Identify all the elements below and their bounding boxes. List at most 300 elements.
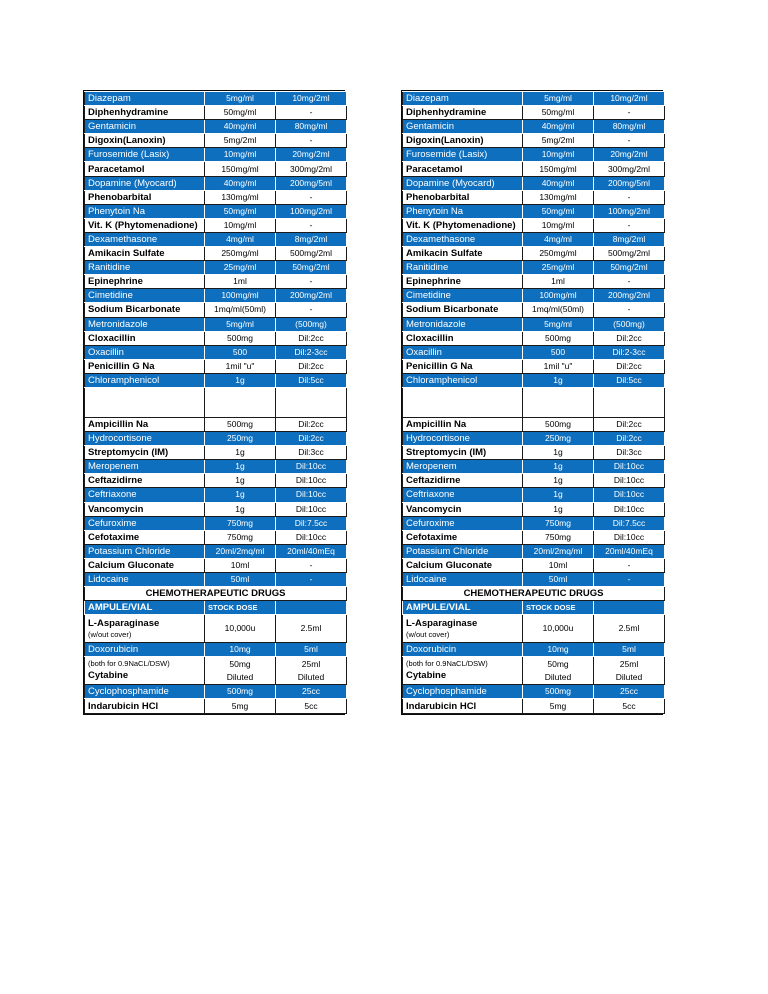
table-row: [403, 218, 665, 232]
stock-dose: 10mg/ml: [205, 148, 276, 162]
drug-name: L-Asparaginase (w/out cover): [85, 615, 205, 643]
stock-dose: 50mg/ml: [523, 106, 594, 120]
table-row: [403, 502, 665, 516]
dilution: -: [276, 275, 347, 289]
drug-table-right: [401, 90, 663, 715]
table-row: [85, 530, 347, 544]
stock-dose: 250mg/ml: [523, 247, 594, 261]
stock-dose: 20ml/2mq/ml: [523, 544, 594, 558]
chemo-column-header-row: [403, 601, 665, 615]
table-row: [85, 544, 347, 558]
drug-rows-bottom: [85, 417, 347, 586]
table-row: [85, 657, 347, 685]
table-row: [85, 106, 347, 120]
table-row: [85, 359, 347, 373]
dilution: Dil:2-3cc: [594, 345, 665, 359]
col-ampule-vial: AMPULE/VIAL: [403, 601, 523, 615]
drug-name: Lidocaine: [85, 573, 205, 587]
dilution: Dil:10cc: [594, 488, 665, 502]
drug-name: Cimetidine: [403, 289, 523, 303]
table-row: [85, 148, 347, 162]
drug-name: Metronidazole: [403, 317, 523, 331]
drug-name: Cefuroxime: [403, 516, 523, 530]
drug-name: Chloramphenicol: [403, 373, 523, 387]
table-row: [403, 176, 665, 190]
table-row: [85, 317, 347, 331]
dilution: -: [276, 558, 347, 572]
dilution: -: [276, 190, 347, 204]
dilution: 500mg/2ml: [276, 247, 347, 261]
blank-row: [85, 387, 347, 417]
table-row: [403, 699, 665, 713]
table-row: [85, 218, 347, 232]
table-row: [403, 488, 665, 502]
drug-name: Oxacillin: [403, 345, 523, 359]
table-row: [403, 232, 665, 246]
drug-name: Meropenem: [403, 460, 523, 474]
dilution: 200mg/5ml: [594, 176, 665, 190]
stock-dose: 1g: [205, 446, 276, 460]
stock-dose: 20ml/2mq/ml: [205, 544, 276, 558]
dilution: 8mg/2ml: [594, 232, 665, 246]
dilution: Dil:10cc: [276, 530, 347, 544]
stock-dose: 500mg: [523, 417, 594, 431]
stock-dose: 500: [523, 345, 594, 359]
dilution: 50mg/2ml: [276, 261, 347, 275]
stock-dose: 1g: [523, 474, 594, 488]
stock-dose: 1g: [205, 488, 276, 502]
table-row: [85, 275, 347, 289]
table-row: [403, 261, 665, 275]
stock-dose: 750mg: [523, 516, 594, 530]
table-row: [85, 615, 347, 643]
dilution: Dil:3cc: [276, 446, 347, 460]
drug-name: Amikacin Sulfate: [85, 247, 205, 261]
table-row: [85, 373, 347, 387]
table-row: [85, 345, 347, 359]
stock-dose: 5mg/ml: [523, 92, 594, 106]
drug-name: Dexamethasone: [403, 232, 523, 246]
dilution: 20ml/40mEq: [594, 544, 665, 558]
table-row: [403, 516, 665, 530]
stock-dose: 1mq/ml(50ml): [205, 303, 276, 317]
stock-dose: 1g: [205, 474, 276, 488]
stock-dose: 1mil "u": [523, 359, 594, 373]
stock-dose: 500mg: [205, 417, 276, 431]
stock-dose: 130mg/ml: [205, 190, 276, 204]
dilution: 500mg/2ml: [594, 247, 665, 261]
table-row: [403, 530, 665, 544]
stock-dose: 10mg: [523, 643, 594, 657]
stock-dose: 10mg: [205, 643, 276, 657]
dilution: -: [276, 106, 347, 120]
table-row: [85, 460, 347, 474]
table-row: [403, 615, 665, 643]
drug-name: Amikacin Sulfate: [403, 247, 523, 261]
drug-name: Streptomycin (IM): [85, 446, 205, 460]
table-row: [85, 162, 347, 176]
drug-name: Streptomycin (IM): [403, 446, 523, 460]
dilution: (500mg): [594, 317, 665, 331]
table-row: [85, 516, 347, 530]
dilution: 10mg/2ml: [276, 92, 347, 106]
stock-dose: 500mg: [205, 685, 276, 699]
dilution: 80mg/ml: [276, 120, 347, 134]
drug-name: Diphenhydramine: [85, 106, 205, 120]
dilution: 8mg/2ml: [276, 232, 347, 246]
chemo-heading: CHEMOTHERAPEUTIC DRUGS: [85, 587, 347, 601]
drug-name: Furosemide (Lasix): [85, 148, 205, 162]
drug-name: Sodium Bicarbonate: [403, 303, 523, 317]
drug-name: Paracetamol: [403, 162, 523, 176]
dilution: Dil:2cc: [594, 359, 665, 373]
dilution: Dil:7.5cc: [276, 516, 347, 530]
table-row: [403, 432, 665, 446]
drug-name: Digoxin(Lanoxin): [403, 134, 523, 148]
drug-name: (both for 0.9NaCL/DSW) Cytabine: [85, 657, 205, 685]
table-row: [403, 417, 665, 431]
dilution: 200mg/2ml: [594, 289, 665, 303]
stock-dose: 1g: [205, 373, 276, 387]
stock-dose: 1ml: [523, 275, 594, 289]
table-row: [85, 643, 347, 657]
dilution: 100mg/2ml: [276, 204, 347, 218]
drug-dose-table: [402, 91, 665, 714]
dilution: -: [594, 106, 665, 120]
stock-dose: 1g: [523, 373, 594, 387]
drug-name: Vancomycin: [403, 502, 523, 516]
dilution: Dil:2cc: [276, 331, 347, 345]
dilution: 100mg/2ml: [594, 204, 665, 218]
drug-name: Hydrocortisone: [403, 432, 523, 446]
drug-name: Diphenhydramine: [403, 106, 523, 120]
stock-dose: 100mg/ml: [205, 289, 276, 303]
table-row: [85, 289, 347, 303]
stock-dose: 4mg/ml: [205, 232, 276, 246]
dilution: Dil:2cc: [594, 331, 665, 345]
table-row: [403, 289, 665, 303]
drug-name: Epinephrine: [85, 275, 205, 289]
stock-dose: 50mg Diluted: [205, 657, 276, 685]
drug-name: Penicillin G Na: [85, 359, 205, 373]
table-row: [403, 106, 665, 120]
dilution: -: [276, 573, 347, 587]
chemo-section: [85, 587, 347, 713]
table-row: [85, 247, 347, 261]
col-stock-dose: STOCK DOSE: [205, 601, 276, 615]
table-row: [403, 275, 665, 289]
table-row: [403, 474, 665, 488]
table-row: [85, 176, 347, 190]
drug-table-left: [83, 90, 345, 715]
table-row: [403, 345, 665, 359]
table-row: [85, 204, 347, 218]
stock-dose: 50ml: [523, 573, 594, 587]
dilution: Dil:5cc: [276, 373, 347, 387]
drug-name: Oxacillin: [85, 345, 205, 359]
drug-name: Lidocaine: [403, 573, 523, 587]
dilution: -: [276, 134, 347, 148]
drug-rows-gap: [85, 387, 347, 417]
drug-name: Vit. K (Phytomenadione): [85, 218, 205, 232]
table-row: [403, 685, 665, 699]
stock-dose: 150mg/ml: [205, 162, 276, 176]
drug-name: Hydrocortisone: [85, 432, 205, 446]
dilution: Dil:10cc: [276, 474, 347, 488]
dilution: Dil:2cc: [594, 432, 665, 446]
table-row: [85, 261, 347, 275]
stock-dose: 25mg/ml: [523, 261, 594, 275]
drug-rows-bottom: [403, 417, 665, 586]
drug-name: Calcium Gluconate: [403, 558, 523, 572]
drug-name: Potassium Chloride: [403, 544, 523, 558]
table-row: [403, 544, 665, 558]
stock-dose: 500: [205, 345, 276, 359]
table-row: [403, 331, 665, 345]
drug-name: Phenobarbital: [403, 190, 523, 204]
stock-dose: 50mg/ml: [205, 106, 276, 120]
table-row: [85, 190, 347, 204]
table-row: [85, 331, 347, 345]
drug-rows-gap: [403, 387, 665, 417]
table-row: [403, 573, 665, 587]
dilution: -: [276, 218, 347, 232]
dilution: Dil:10cc: [594, 530, 665, 544]
drug-name: (both for 0.9NaCL/DSW) Cytabine: [403, 657, 523, 685]
stock-dose: 1ml: [205, 275, 276, 289]
table-row: [403, 148, 665, 162]
table-row: [403, 359, 665, 373]
chemo-heading: CHEMOTHERAPEUTIC DRUGS: [403, 587, 665, 601]
stock-dose: 50mg/ml: [523, 204, 594, 218]
stock-dose: 1g: [523, 460, 594, 474]
drug-name: Vit. K (Phytomenadione): [403, 218, 523, 232]
stock-dose: 5mg/2ml: [205, 134, 276, 148]
drug-name: Cefuroxime: [85, 516, 205, 530]
dilution: 2.5ml: [594, 615, 665, 643]
dilution: 20mg/2ml: [594, 148, 665, 162]
dilution: 25ml Diluted: [276, 657, 347, 685]
table-row: [403, 303, 665, 317]
dilution: 5ml: [276, 643, 347, 657]
stock-dose: 1g: [523, 502, 594, 516]
dilution: 5cc: [594, 699, 665, 713]
dilution: Dil:2cc: [276, 432, 347, 446]
dilution: -: [594, 134, 665, 148]
drug-name: Phenytoin Na: [403, 204, 523, 218]
stock-dose: 1g: [523, 446, 594, 460]
drug-name: Meropenem: [85, 460, 205, 474]
dilution: 300mg/2ml: [276, 162, 347, 176]
dilution: Dil:10cc: [594, 502, 665, 516]
drug-name: Digoxin(Lanoxin): [85, 134, 205, 148]
drug-name: Phenytoin Na: [85, 204, 205, 218]
stock-dose: 50mg Diluted: [523, 657, 594, 685]
drug-name: Ceftriaxone: [403, 488, 523, 502]
drug-name: Ranitidine: [403, 261, 523, 275]
col-stock-dose: STOCK DOSE: [523, 601, 594, 615]
drug-name: Diazepam: [403, 92, 523, 106]
dilution: -: [594, 190, 665, 204]
table-row: [403, 162, 665, 176]
dilution: 20mg/2ml: [276, 148, 347, 162]
table-row: [403, 204, 665, 218]
table-row: [403, 92, 665, 106]
drug-rows-top: [85, 92, 347, 388]
stock-dose: 500mg: [523, 685, 594, 699]
drug-name: Cyclophosphamide: [85, 685, 205, 699]
drug-name: Cefotaxime: [85, 530, 205, 544]
dilution: (500mg): [276, 317, 347, 331]
table-row: [403, 247, 665, 261]
stock-dose: 25mg/ml: [205, 261, 276, 275]
table-row: [403, 120, 665, 134]
dilution: Dil:2-3cc: [276, 345, 347, 359]
dilution: Dil:2cc: [276, 359, 347, 373]
dilution: 300mg/2ml: [594, 162, 665, 176]
stock-dose: 250mg/ml: [205, 247, 276, 261]
dilution: Dil:10cc: [276, 488, 347, 502]
table-row: [403, 134, 665, 148]
table-row: [85, 417, 347, 431]
stock-dose: 10mg/ml: [205, 218, 276, 232]
stock-dose: 5mg/2ml: [523, 134, 594, 148]
dilution: 80mg/ml: [594, 120, 665, 134]
chemo-heading-row: [85, 587, 347, 601]
chemo-heading-row: [403, 587, 665, 601]
table-row: [403, 446, 665, 460]
table-row: [403, 643, 665, 657]
stock-dose: 250mg: [523, 432, 594, 446]
drug-rows-top: [403, 92, 665, 388]
drug-name: Cloxacillin: [85, 331, 205, 345]
dilution: 25cc: [276, 685, 347, 699]
stock-dose: 130mg/ml: [523, 190, 594, 204]
table-row: [403, 190, 665, 204]
table-row: [85, 502, 347, 516]
drug-name: Potassium Chloride: [85, 544, 205, 558]
dilution: 20ml/40mEq: [276, 544, 347, 558]
drug-name: Ceftazidirne: [403, 474, 523, 488]
stock-dose: 10ml: [523, 558, 594, 572]
drug-name: Cyclophosphamide: [403, 685, 523, 699]
drug-dose-table: [84, 91, 347, 714]
drug-name: Dopamine (Myocard): [403, 176, 523, 190]
stock-dose: 10mg/ml: [523, 148, 594, 162]
stock-dose: 100mg/ml: [523, 289, 594, 303]
table-row: [85, 232, 347, 246]
drug-name: Doxorubicin: [403, 643, 523, 657]
stock-dose: 40mg/ml: [523, 176, 594, 190]
drug-name: Metronidazole: [85, 317, 205, 331]
dilution: Dil:10cc: [594, 460, 665, 474]
drug-name: Cefotaxime: [403, 530, 523, 544]
stock-dose: 1mil "u": [205, 359, 276, 373]
dilution: 200mg/2ml: [276, 289, 347, 303]
table-row: [403, 558, 665, 572]
stock-dose: 10,000u: [205, 615, 276, 643]
drug-name: Gentamicin: [403, 120, 523, 134]
drug-name: Dopamine (Myocard): [85, 176, 205, 190]
dilution: Dil:3cc: [594, 446, 665, 460]
drug-name: Ranitidine: [85, 261, 205, 275]
stock-dose: 50mg/ml: [205, 204, 276, 218]
table-row: [85, 573, 347, 587]
drug-name: Ampicillin Na: [85, 417, 205, 431]
stock-dose: 500mg: [205, 331, 276, 345]
col-ampule-vial: AMPULE/VIAL: [85, 601, 205, 615]
table-row: [85, 303, 347, 317]
drug-name: Phenobarbital: [85, 190, 205, 204]
stock-dose: 4mg/ml: [523, 232, 594, 246]
dilution: 2.5ml: [276, 615, 347, 643]
table-row: [85, 446, 347, 460]
drug-name: Ampicillin Na: [403, 417, 523, 431]
drug-name: Penicillin G Na: [403, 359, 523, 373]
stock-dose: 50ml: [205, 573, 276, 587]
stock-dose: 5mg/ml: [523, 317, 594, 331]
drug-name: Diazepam: [85, 92, 205, 106]
drug-name: Cimetidine: [85, 289, 205, 303]
table-row: [85, 120, 347, 134]
drug-name: Dexamethasone: [85, 232, 205, 246]
drug-name: Epinephrine: [403, 275, 523, 289]
dilution: 200mg/5ml: [276, 176, 347, 190]
blank-row: [403, 387, 665, 417]
dilution: 25cc: [594, 685, 665, 699]
dilution: Dil:2cc: [594, 417, 665, 431]
table-row: [85, 474, 347, 488]
stock-dose: 40mg/ml: [523, 120, 594, 134]
stock-dose: 1g: [523, 488, 594, 502]
dilution: 50mg/2ml: [594, 261, 665, 275]
table-row: [403, 317, 665, 331]
chemo-section: [403, 587, 665, 713]
drug-name: Paracetamol: [85, 162, 205, 176]
stock-dose: 10ml: [205, 558, 276, 572]
table-row: [85, 488, 347, 502]
dilution: 5cc: [276, 699, 347, 713]
dilution: -: [594, 558, 665, 572]
drug-name: Doxorubicin: [85, 643, 205, 657]
stock-dose: 250mg: [205, 432, 276, 446]
dilution: 25ml Diluted: [594, 657, 665, 685]
stock-dose: 10,000u: [523, 615, 594, 643]
stock-dose: 750mg: [205, 530, 276, 544]
table-row: [85, 432, 347, 446]
dilution: Dil:10cc: [276, 502, 347, 516]
dilution: Dil:7.5cc: [594, 516, 665, 530]
drug-name: Calcium Gluconate: [85, 558, 205, 572]
dilution: 10mg/2ml: [594, 92, 665, 106]
stock-dose: 1g: [205, 502, 276, 516]
stock-dose: 5mg/ml: [205, 317, 276, 331]
table-row: [85, 685, 347, 699]
drug-name: Gentamicin: [85, 120, 205, 134]
drug-name: Sodium Bicarbonate: [85, 303, 205, 317]
dilution: Dil:10cc: [594, 474, 665, 488]
dilution: -: [594, 275, 665, 289]
dilution: Dil:2cc: [276, 417, 347, 431]
stock-dose: 5mg/ml: [205, 92, 276, 106]
drug-name: Vancomycin: [85, 502, 205, 516]
drug-name: Furosemide (Lasix): [403, 148, 523, 162]
stock-dose: 10mg/ml: [523, 218, 594, 232]
stock-dose: 1g: [205, 460, 276, 474]
stock-dose: 500mg: [523, 331, 594, 345]
dilution: -: [594, 573, 665, 587]
table-row: [85, 134, 347, 148]
